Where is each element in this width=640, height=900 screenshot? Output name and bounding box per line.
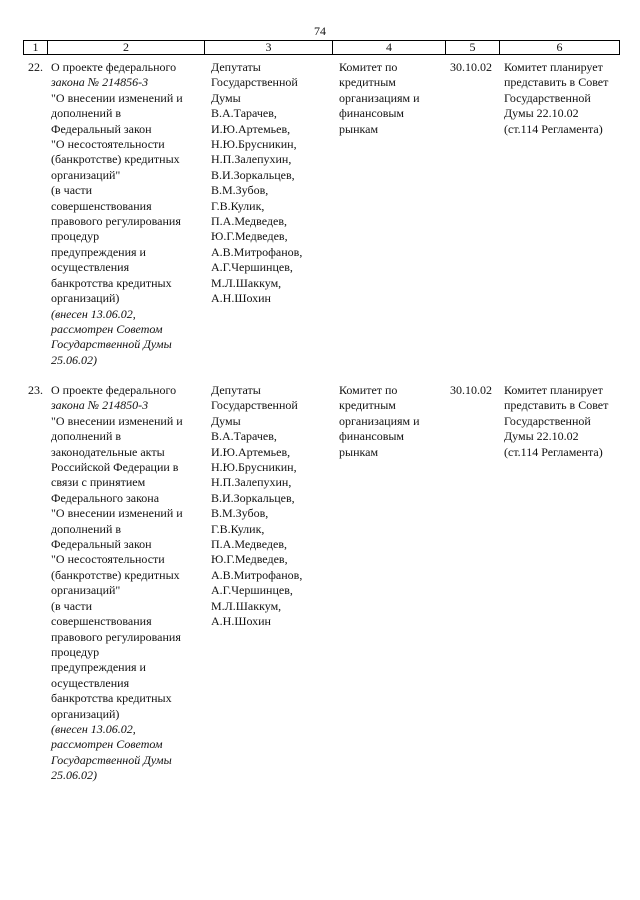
text-line: представить в Совет [504, 398, 609, 413]
text-line: "О внесении изменений и [51, 506, 183, 521]
text-line: Н.Ю.Брусникин, [211, 460, 297, 475]
column-header-3: 3 [205, 41, 333, 54]
text-line: А.Н.Шохин [211, 291, 271, 306]
text-line: М.Л.Шаккум, [211, 598, 282, 613]
review-date: 30.10.02 [450, 60, 492, 74]
text-line: Депутаты [211, 383, 261, 397]
text-line: Федерального закона [51, 490, 160, 505]
text-line: И.Ю.Артемьев, [211, 121, 291, 136]
responsible-committee [335, 60, 448, 368]
text-line: 25.06.02) [51, 768, 97, 783]
text-line: совершенствования [51, 198, 152, 213]
text-line: Ю.Г.Медведев, [211, 552, 288, 567]
text-line: (ст.114 Регламента) [504, 444, 603, 459]
text-line: Государственной Думы [51, 752, 172, 767]
committee-note [502, 383, 620, 784]
text-line: процедур [51, 229, 100, 244]
text-line: Н.Ю.Брусникин, [211, 137, 297, 152]
text-line: Депутаты [211, 60, 261, 74]
text-line: закона № 214856-3 [51, 75, 149, 90]
text-line: Государственной [504, 413, 591, 428]
text-line: представить в Совет [504, 75, 609, 90]
text-line: осуществления [51, 675, 130, 690]
text-line: Государственной [211, 398, 298, 413]
text-line: "О внесении изменений и [51, 90, 183, 105]
text-line: А.Н.Шохин [211, 614, 271, 629]
text-line: банкротства кредитных [51, 275, 172, 290]
text-line: организаций) [51, 291, 120, 306]
text-line: финансовым [339, 106, 405, 121]
text-line: Федеральный закон [51, 121, 152, 136]
bill-title [47, 383, 207, 784]
text-line: Думы [211, 90, 241, 105]
text-line: (банкротстве) кредитных [51, 567, 180, 582]
bill-title [47, 60, 207, 368]
text-line: Г.В.Кулик, [211, 198, 265, 213]
text-line: (внесен 13.06.02, [51, 306, 136, 321]
text-line: организаций) [51, 706, 120, 721]
text-line: П.А.Медведев, [211, 214, 287, 229]
text-line: "О внесении изменений и [51, 413, 183, 428]
table-row [23, 60, 620, 368]
text-line: (банкротстве) кредитных [51, 152, 180, 167]
text-line: (в части [51, 598, 93, 613]
text-line: дополнений в [51, 106, 122, 121]
text-line: рынкам [339, 121, 379, 136]
text-line: О проекте федерального [51, 60, 177, 74]
text-line: "О несостоятельности [51, 137, 165, 152]
text-line: Думы 22.10.02 [504, 429, 579, 444]
text-line: кредитным [339, 75, 396, 90]
text-line: рассмотрен Советом [51, 737, 163, 752]
text-line: А.Г.Чершинцев, [211, 583, 293, 598]
text-line: рассмотрен Советом [51, 321, 163, 336]
text-line: рынкам [339, 444, 379, 459]
text-line: (ст.114 Регламента) [504, 121, 603, 136]
text-line: финансовым [339, 429, 405, 444]
responsible-committee [335, 383, 448, 784]
text-line: осуществления [51, 260, 130, 275]
text-line: процедур [51, 644, 100, 659]
text-line: А.В.Митрофанов, [211, 567, 303, 582]
text-line: организаций" [51, 167, 121, 182]
text-line: правового регулирования [51, 629, 181, 644]
text-line: связи с принятием [51, 475, 146, 490]
text-line: В.И.Зоркальцев, [211, 490, 295, 505]
text-line: Комитет планирует [504, 383, 603, 397]
text-line: В.А.Тарачев, [211, 429, 277, 444]
text-line: О проекте федерального [51, 383, 177, 397]
text-line: Федеральный закон [51, 537, 152, 552]
text-line: В.М.Зубов, [211, 506, 269, 521]
text-line: Думы [211, 413, 241, 428]
text-line: М.Л.Шаккум, [211, 275, 282, 290]
text-line: В.А.Тарачев, [211, 106, 277, 121]
text-line: И.Ю.Артемьев, [211, 444, 291, 459]
text-line: предупреждения и [51, 244, 146, 259]
text-line: Государственной [211, 75, 298, 90]
text-line: (в части [51, 183, 93, 198]
text-line: "О несостоятельности [51, 552, 165, 567]
page-number: 74 [314, 24, 326, 38]
text-line: Г.В.Кулик, [211, 521, 265, 536]
text-line: совершенствования [51, 614, 152, 629]
review-date: 30.10.02 [450, 383, 492, 397]
text-line: Н.П.Залепухин, [211, 475, 292, 490]
text-line: Комитет по [339, 60, 398, 74]
text-line: А.В.Митрофанов, [211, 244, 303, 259]
text-line: В.И.Зоркальцев, [211, 167, 295, 182]
text-line: предупреждения и [51, 660, 146, 675]
text-line: законодательные акты [51, 444, 165, 459]
text-line: организаций" [51, 583, 121, 598]
table-header-row [23, 40, 620, 55]
entry-number: 22. [28, 60, 43, 74]
text-line: Комитет планирует [504, 60, 603, 74]
text-line: П.А.Медведев, [211, 537, 287, 552]
column-header-2: 2 [48, 41, 205, 54]
text-line: Думы 22.10.02 [504, 106, 579, 121]
text-line: В.М.Зубов, [211, 183, 269, 198]
text-line: Комитет по [339, 383, 398, 397]
column-header-5: 5 [446, 41, 500, 54]
text-line: кредитным [339, 398, 396, 413]
text-line: организациям и [339, 413, 420, 428]
committee-note [502, 60, 620, 368]
text-line: дополнений в [51, 429, 122, 444]
bill-authors [207, 60, 335, 368]
text-line: Государственной Думы [51, 337, 172, 352]
table-row [23, 383, 620, 784]
text-line: правового регулирования [51, 214, 181, 229]
text-line: дополнений в [51, 521, 122, 536]
text-line: (внесен 13.06.02, [51, 721, 136, 736]
column-header-1: 1 [24, 41, 48, 54]
text-line: закона № 214850-3 [51, 398, 149, 413]
text-line: банкротства кредитных [51, 691, 172, 706]
column-header-6: 6 [556, 40, 563, 54]
text-line: Российской Федерации в [51, 460, 179, 475]
text-line: Ю.Г.Медведев, [211, 229, 288, 244]
text-line: организациям и [339, 90, 420, 105]
text-line: 25.06.02) [51, 352, 97, 367]
text-line: А.Г.Чершинцев, [211, 260, 293, 275]
text-line: Н.П.Залепухин, [211, 152, 292, 167]
bill-authors [207, 383, 335, 784]
column-header-4: 4 [333, 41, 446, 54]
entry-number: 23. [28, 383, 43, 397]
text-line: Государственной [504, 90, 591, 105]
